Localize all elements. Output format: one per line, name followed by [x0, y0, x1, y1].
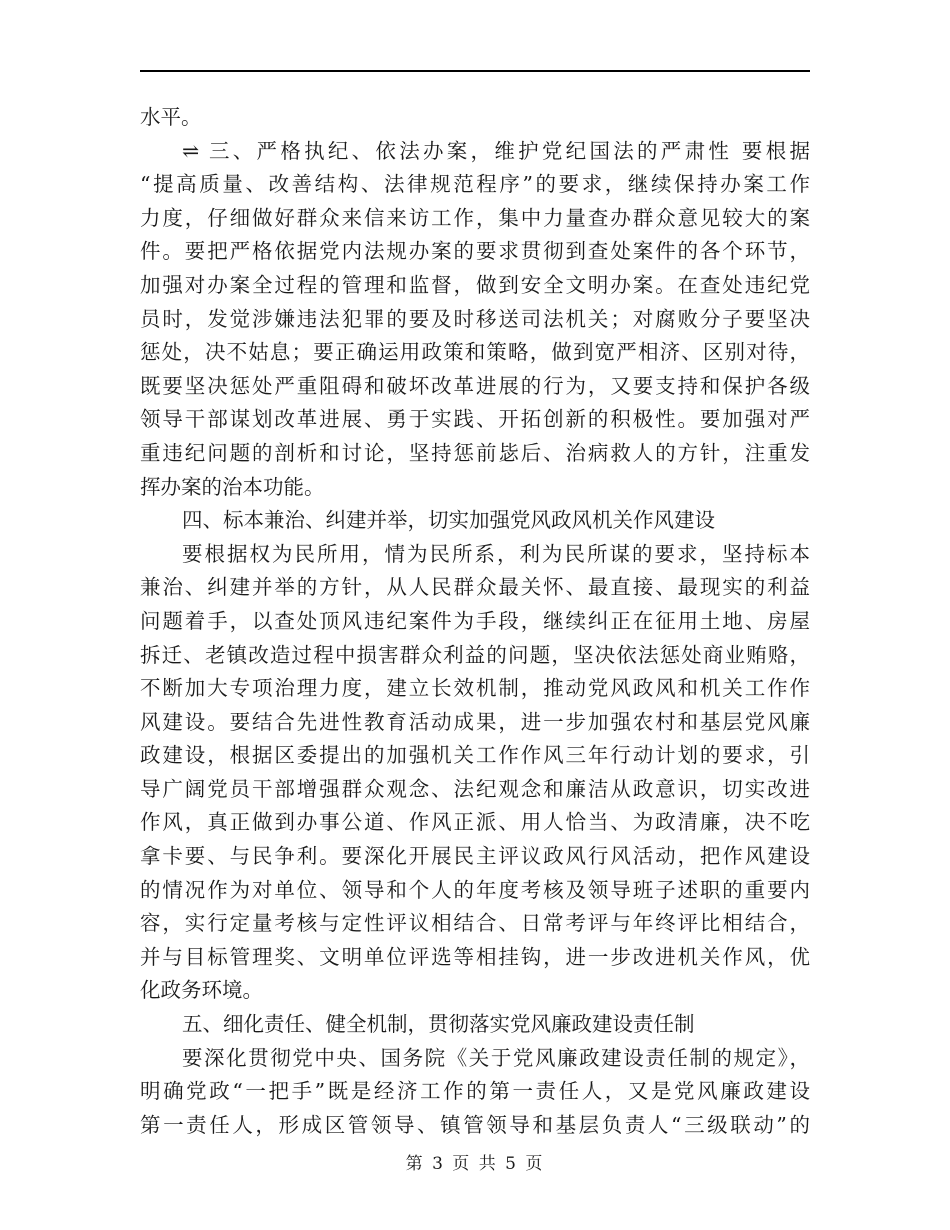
header-rule [140, 70, 810, 72]
text-line: 要根据权为民所用，情为民所系，利为民所谋的要求，坚持标本 [182, 541, 810, 566]
text-line: 风建设。要结合先进性教育活动成果，进一步加强农村和基层党风廉 [140, 709, 810, 734]
text-line: 兼治、纠建并举的方针，从人民群众最关怀、最直接、最现实的利益 [140, 575, 810, 600]
text-line: 重违纪问题的剖析和讨论，坚持惩前毖后、治病救人的方针，注重发 [140, 440, 810, 465]
text-line: 挥办案的治本功能。 [140, 474, 325, 499]
text-line: 要深化贯彻党中央、国务院《关于党风廉政建设责任制的规定》， [182, 1045, 810, 1070]
text-line: 化政务环境。 [140, 978, 263, 1003]
text-line: 导广阔党员干部增强群众观念、法纪观念和廉洁从政意识，切实改进 [140, 776, 810, 801]
text-line: 既要坚决惩处严重阻碍和破坏改革进展的行为，又要支持和保护各级 [140, 373, 810, 398]
text-line: 水平。 [140, 105, 202, 129]
text-line: 作风，真正做到办事公道、作风正派、用人恰当、为政清廉，决不吃 [140, 810, 810, 835]
text-line: 问题着手，以查处顶风违纪案件为手段，继续纠正在征用土地、房屋 [140, 608, 810, 633]
text-line: 件。要把严格依据党内法规办案的要求贯彻到查处案件的各个环节， [140, 239, 810, 264]
body-text [140, 101, 810, 1142]
text-line: 加强对办案全过程的管理和监督，做到安全文明办案。在查处违纪党 [140, 272, 810, 297]
text-line: 领导干部谋划改革进展、勇于实践、开拓创新的积极性。要加强对严 [140, 407, 810, 432]
text-line: 五、细化责任、健全机制，贯彻落实党风廉政建设责任制 [182, 1012, 695, 1037]
text-line: 拿卡要、与民争利。要深化开展民主评议政风行风活动，把作风建设 [140, 844, 810, 869]
text-line: 员时，发觉涉嫌违法犯罪的要及时移送司法机关；对腐败分子要坚决 [140, 306, 810, 331]
text-line: 的情况作为对单位、领导和个人的年度考核及领导班子述职的重要内 [140, 877, 810, 902]
text-line: 不断加大专项治理力度，建立长效机制，推动党风政风和机关工作作 [140, 676, 810, 701]
page-number-footer: 第 3 页 共 5 页 [405, 1154, 545, 1174]
text-line: 政建设，根据区委提出的加强机关工作作风三年行动计划的要求，引 [140, 743, 810, 768]
text-line: 拆迁、老镇改造过程中损害群众利益的问题，坚决依法惩处商业贿赂， [140, 642, 810, 667]
text-line: 明确党政“一把手”既是经济工作的第一责任人，又是党风廉政建设 [140, 1079, 810, 1104]
text-line: 容，实行定量考核与定性评议相结合、日常考评与年终评比相结合， [140, 911, 810, 936]
text-line: “提高质量、改善结构、法律规范程序”的要求，继续保持办案工作 [140, 172, 810, 197]
text-line: 第一责任人，形成区管领导、镇管领导和基层负责人“三级联动”的 [140, 1112, 810, 1137]
text-line: 惩处，决不姑息；要正确运用政策和策略，做到宽严相济、区别对待， [140, 340, 810, 365]
text-line: 力度，仔细做好群众来信来访工作，集中力量查办群众意见较大的案 [140, 205, 810, 230]
text-line: 四、标本兼治、纠建并举，切实加强党风政风机关作风建设 [182, 508, 715, 533]
text-line: ⇌ 三、严格执纪、依法办案，维护党纪国法的严肃性 要根据 [182, 138, 810, 163]
text-line: 并与目标管理奖、文明单位评选等相挂钩，进一步改进机关作风，优 [140, 944, 810, 969]
